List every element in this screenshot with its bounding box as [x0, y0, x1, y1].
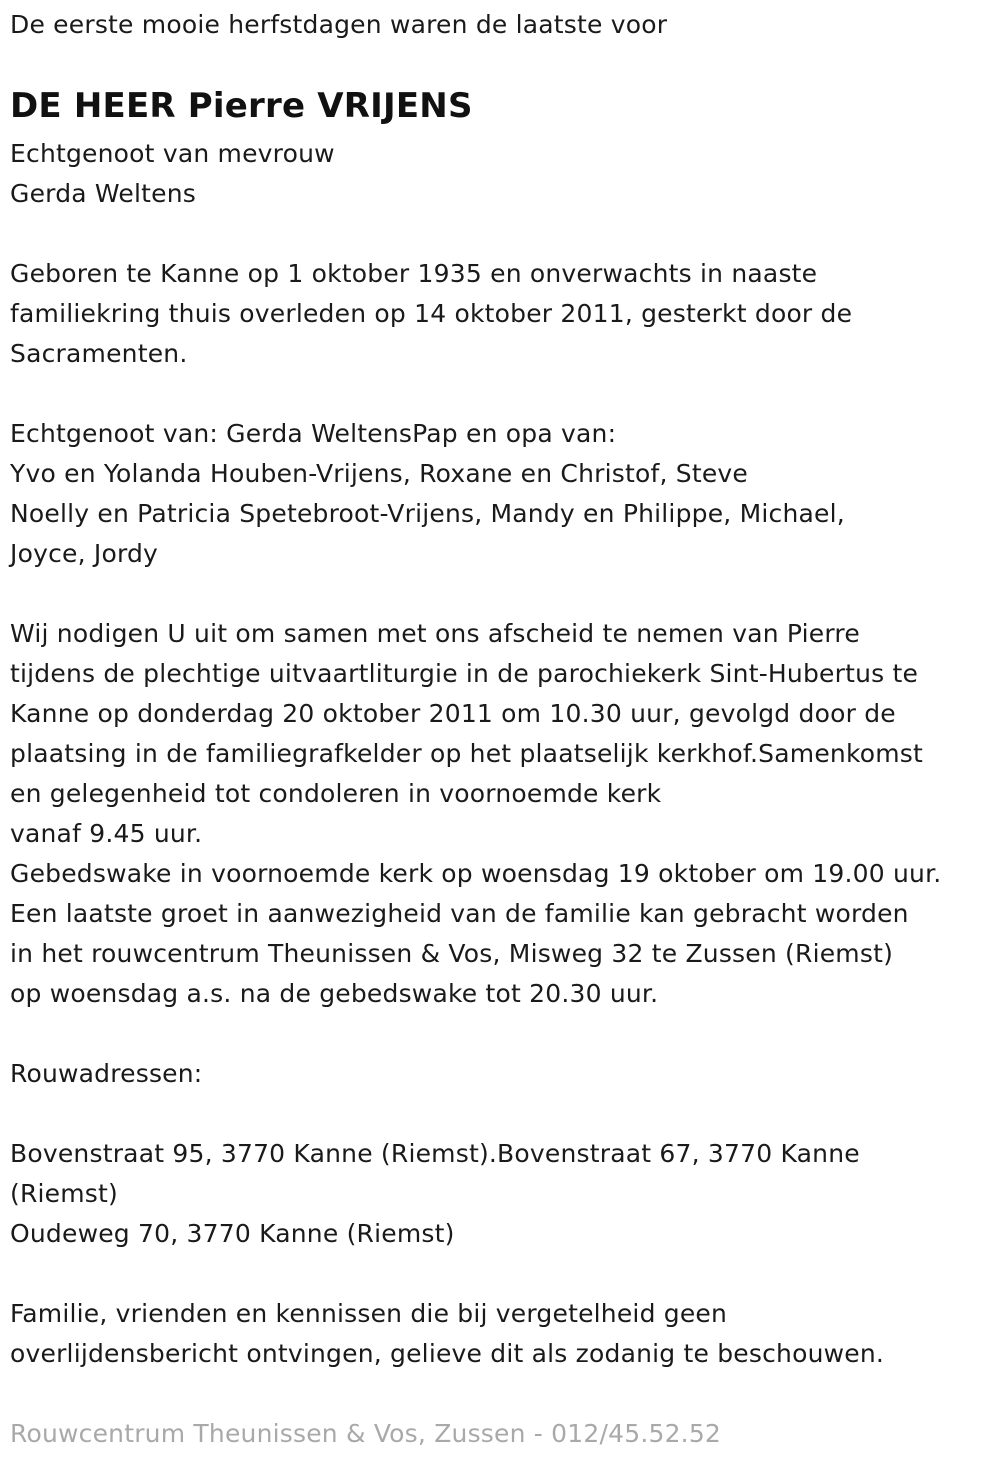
spouse-section — [10, 134, 335, 214]
family-line: Echtgenoot van: Gerda WeltensPap en opa van: — [10, 419, 617, 448]
invitation-line: Wij nodigen U uit om samen met ons afscheid te nemen van Pierre — [10, 619, 860, 648]
notice-line: Familie, vrienden en kennissen die bij vergetelheid geen — [10, 1299, 728, 1328]
birth-death-section — [10, 254, 852, 374]
spouse-line: Echtgenoot van mevrouw — [10, 139, 335, 168]
family-section — [10, 414, 845, 574]
invitation-line: en gelegenheid tot condoleren in voornoemde kerk — [10, 779, 662, 808]
invitation-line: in het rouwcentrum Theunissen & Vos, Misweg 32 te Zussen (Riemst) — [10, 939, 894, 968]
invitation-line: Een laatste groet in aanwezigheid van de familie kan gebracht worden — [10, 899, 909, 928]
invitation-line: Gebedswake in voornoemde kerk op woensdag 19 oktober om 19.00 uur. — [10, 859, 942, 888]
family-line: Joyce, Jordy — [10, 539, 159, 568]
address-line: Bovenstraat 95, 3770 Kanne (Riemst).Bovenstraat 67, 3770 Kanne — [10, 1139, 860, 1168]
birth-death-line: Sacramenten. — [10, 339, 188, 368]
address-line: Oudeweg 70, 3770 Kanne (Riemst) — [10, 1219, 455, 1248]
addresses-section — [10, 1134, 860, 1254]
notice-section — [10, 1294, 884, 1374]
address-line: (Riemst) — [10, 1179, 118, 1208]
notice-line: overlijdensbericht ontvingen, gelieve dit als zodanig te beschouwen. — [10, 1339, 885, 1368]
invitation-line: vanaf 9.45 uur. — [10, 819, 203, 848]
birth-death-line: familiekring thuis overleden op 14 oktober 2011, gesterkt door de — [10, 299, 853, 328]
family-line: Yvo en Yolanda Houben-Vrijens, Roxane en Christof, Steve — [10, 459, 748, 488]
invitation-line: Kanne op donderdag 20 oktober 2011 om 10.30 uur, gevolgd door de — [10, 699, 896, 728]
rouwadressen-heading: Rouwadressen: — [10, 1059, 203, 1088]
footer-funeral-home: Rouwcentrum Theunissen & Vos, Zussen - 012/45.52.52 — [10, 1419, 722, 1448]
invitation-line: tijdens de plechtige uitvaartliturgie in de parochiekerk Sint-Hubertus te — [10, 659, 919, 688]
deceased-name: DE HEER Pierre VRIJENS — [10, 86, 473, 126]
family-line: Noelly en Patricia Spetebroot-Vrijens, Mandy en Philippe, Michael, — [10, 499, 845, 528]
invitation-line: plaatsing in de familiegrafkelder op het plaatselijk kerkhof.Samenkomst — [10, 739, 924, 768]
invitation-line: op woensdag a.s. na de gebedswake tot 20.30 uur. — [10, 979, 659, 1008]
spouse-name: Gerda Weltens — [10, 179, 196, 208]
funeral-invitation-section — [10, 614, 941, 1014]
birth-death-line: Geboren te Kanne op 1 oktober 1935 en onverwachts in naaste — [10, 259, 818, 288]
intro-text: De eerste mooie herfstdagen waren de laatste voor — [10, 10, 668, 39]
